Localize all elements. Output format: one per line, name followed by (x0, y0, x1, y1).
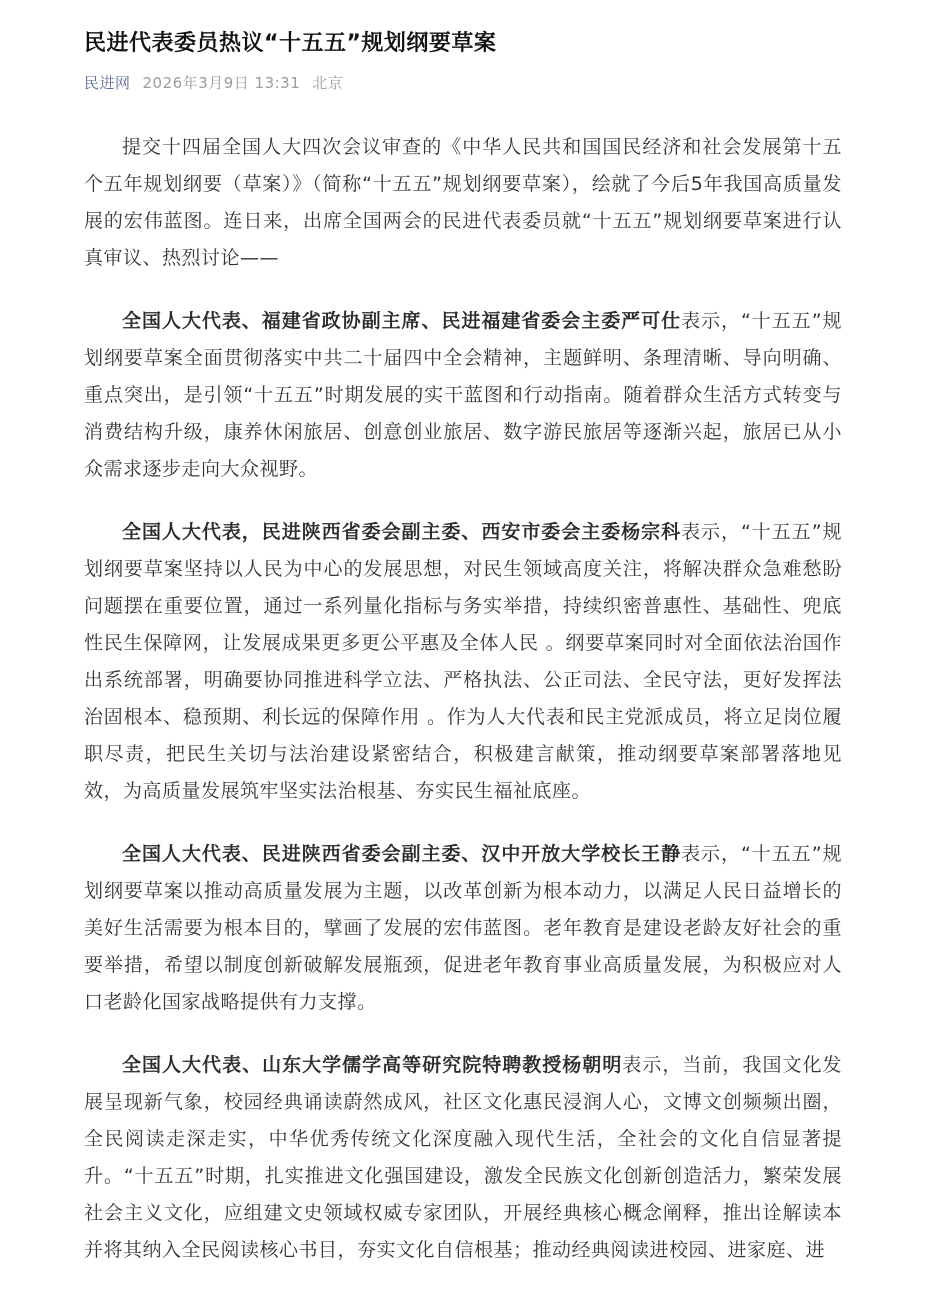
speaker-name: 全国人大代表、民进陕西省委会副主委、汉中开放大学校长王静 (122, 843, 682, 865)
article-paragraph: 全国人大代表、山东大学儒学高等研究院特聘教授杨朝明表示，当前，我国文化发展呈现新气象，校园经典诵读蔚然成风，社区文化惠民浸润人心，文博文创频频出圈，全民阅读走深走实，中华优秀传统文化深度融入现代生活，全社会的文化自信显著提升。“十五五”时期，扎实推进文化强国建设，激发全民族文化创新创造活力，繁荣发展社会主义文化，应组建文史领域权威专家团队，开展经典核心概念阐释，推出诠解读本并将其纳入全民阅读核心书目，夯实文化自信根基；推动经典阅读进校园、进家庭、进 (84, 1054, 842, 1261)
speaker-name: 全国人大代表、福建省政协副主席、民进福建省委会主委严可仕 (122, 310, 682, 332)
article-paragraph: 全国人大代表，民进陕西省委会副主委、西安市委会主委杨宗科表示，“十五五”规划纲要草案坚持以人民为中心的发展思想，对民生领域高度关注，将解决群众急难愁盼问题摆在重要位置，通过一系列量化指标与务实举措，持续织密普惠性、基础性、兜底性民生保障网，让发展成果更多更公平惠及全体人民 。纲要草案同时对全面依法治国作出系统部署，明确要协同推进科学立法、严格执法、公正司法、全民守法，更好发挥法治固根本、稳预期、利长远的保障作用 。作为人大代表和民主党派成员，将立足岗位履职尽责，把民生关切与法治建设紧密结合，积极建言献策，推动纲要草案部署落地见效，为高质量发展筑牢坚实法治根基、夯实民生福祉底座。 (84, 521, 842, 802)
article-paragraph: 全国人大代表、福建省政协副主席、民进福建省委会主委严可仕表示，“十五五”规划纲要草案全面贯彻落实中共二十届四中全会精神，主题鲜明、条理清晰、导向明确、重点突出，是引领“十五五”时期发展的实干蓝图和行动指南。随着群众生活方式转变与消费结构升级，康养休闲旅居、创意创业旅居、数字游民旅居等逐渐兴起，旅居已从小众需求逐步走向大众视野。 (84, 310, 842, 480)
article-page (0, 28, 926, 1269)
article-title: 民进代表委员热议“十五五”规划纲要草案 (84, 31, 497, 56)
source-link[interactable]: 民进网 (84, 74, 131, 92)
publish-datetime: 2026年3月9日 13:31 (142, 74, 301, 92)
publish-location: 北京 (312, 74, 344, 92)
article-content (84, 129, 842, 1269)
article-paragraph: 提交十四届全国人大四次会议审查的《中华人民共和国国民经济和社会发展第十五个五年规划纲要（草案）》（简称“十五五”规划纲要草案），绘就了今后5年我国高质量发展的宏伟蓝图。连日来，出席全国两会的民进代表委员就“十五五”规划纲要草案进行认真审议、热烈讨论—— (84, 136, 842, 269)
article-paragraph: 全国人大代表、民进陕西省委会副主委、汉中开放大学校长王静表示，“十五五”规划纲要草案以推动高质量发展为主题，以改革创新为根本动力，以满足人民日益增长的美好生活需要为根本目的，擘画了发展的宏伟蓝图。老年教育是建设老龄友好社会的重要举措，希望以制度创新破解发展瓶颈，促进老年教育事业高质量发展，为积极应对人口老龄化国家战略提供有力支撑。 (84, 843, 842, 1013)
speaker-name: 全国人大代表，民进陕西省委会副主委、西安市委会主委杨宗科 (122, 521, 682, 543)
article-meta (84, 73, 842, 93)
speaker-name: 全国人大代表、山东大学儒学高等研究院特聘教授杨朝明 (122, 1054, 623, 1076)
